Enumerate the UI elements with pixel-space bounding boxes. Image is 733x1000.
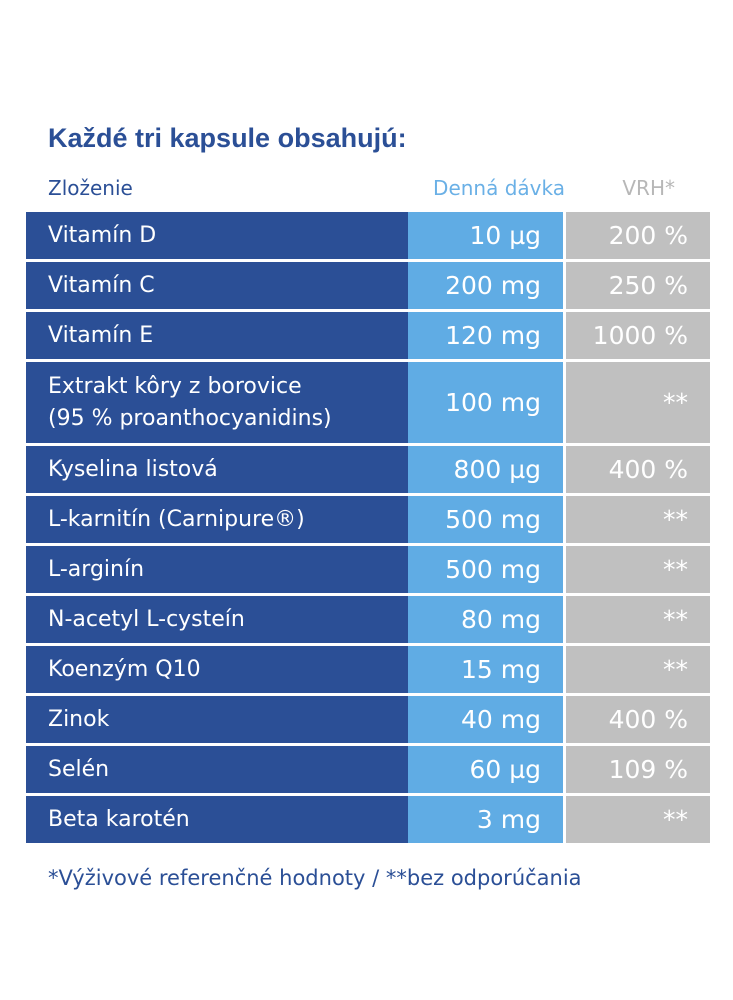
table-row xyxy=(26,496,710,546)
vrh-value: ** xyxy=(566,596,710,643)
ingredient-name xyxy=(26,496,408,543)
table-row xyxy=(26,362,710,446)
table-row xyxy=(26,646,710,696)
ingredient-name-line: Koenzým Q10 xyxy=(48,656,201,682)
ingredient-name xyxy=(26,596,408,643)
vrh-value: ** xyxy=(566,362,710,443)
table-row xyxy=(26,746,710,796)
vrh-value: ** xyxy=(566,546,710,593)
table-row xyxy=(26,596,710,646)
daily-dose-value: 120 mg xyxy=(408,312,566,359)
footnote: *Výživové referenčné hodnoty / **bez odporúčania xyxy=(48,866,582,890)
header-daily-dose: Denná dávka xyxy=(433,176,565,200)
table-row xyxy=(26,796,710,846)
daily-dose-value: 100 mg xyxy=(408,362,566,443)
ingredient-name xyxy=(26,262,408,309)
vrh-value: ** xyxy=(566,496,710,543)
ingredient-name-line: Selén xyxy=(48,756,110,782)
ingredient-name xyxy=(26,696,408,743)
ingredient-name xyxy=(26,796,408,843)
daily-dose-value: 200 mg xyxy=(408,262,566,309)
daily-dose-value: 80 mg xyxy=(408,596,566,643)
ingredient-name xyxy=(26,362,408,443)
ingredient-name-line: Zinok xyxy=(48,706,110,732)
vrh-value: ** xyxy=(566,796,710,843)
ingredient-name xyxy=(26,746,408,793)
ingredient-name-line: L-arginín xyxy=(48,556,145,582)
vrh-value: ** xyxy=(566,646,710,693)
header-composition: Zloženie xyxy=(48,176,133,200)
ingredient-name-line: Vitamín E xyxy=(48,322,154,348)
ingredient-name-line: Beta karotén xyxy=(48,806,190,832)
vrh-value: 400 % xyxy=(566,696,710,743)
daily-dose-value: 15 mg xyxy=(408,646,566,693)
ingredient-name xyxy=(26,312,408,359)
vrh-value: 1000 % xyxy=(566,312,710,359)
ingredient-name xyxy=(26,546,408,593)
table-row xyxy=(26,312,710,362)
daily-dose-value: 500 mg xyxy=(408,546,566,593)
ingredient-name-line: (95 % proanthocyanidins) xyxy=(48,405,332,431)
ingredient-name-line: Vitamín C xyxy=(48,272,155,298)
vrh-value: 109 % xyxy=(566,746,710,793)
ingredient-name xyxy=(26,646,408,693)
ingredient-name-line: Vitamín D xyxy=(48,222,157,248)
ingredient-name-line: Extrakt kôry z borovice xyxy=(48,373,302,399)
table-row xyxy=(26,546,710,596)
daily-dose-value: 800 µg xyxy=(408,446,566,493)
table-row xyxy=(26,446,710,496)
vrh-value: 200 % xyxy=(566,212,710,259)
vrh-value: 250 % xyxy=(566,262,710,309)
daily-dose-value: 3 mg xyxy=(408,796,566,843)
ingredient-name xyxy=(26,212,408,259)
table-row xyxy=(26,262,710,312)
daily-dose-value: 10 µg xyxy=(408,212,566,259)
table-row xyxy=(26,696,710,746)
ingredient-name-line: N-acetyl L-cysteín xyxy=(48,606,245,632)
vrh-value: 400 % xyxy=(566,446,710,493)
composition-title: Každé tri kapsule obsahujú: xyxy=(48,123,407,153)
daily-dose-value: 60 µg xyxy=(408,746,566,793)
table-row xyxy=(26,212,710,262)
ingredient-name-line: L-karnitín (Carnipure®) xyxy=(48,506,305,532)
daily-dose-value: 40 mg xyxy=(408,696,566,743)
header-vrh: VRH* xyxy=(622,176,675,200)
ingredient-name-line: Kyselina listová xyxy=(48,456,218,482)
ingredient-name xyxy=(26,446,408,493)
daily-dose-value: 500 mg xyxy=(408,496,566,543)
nutrition-table xyxy=(26,212,710,846)
